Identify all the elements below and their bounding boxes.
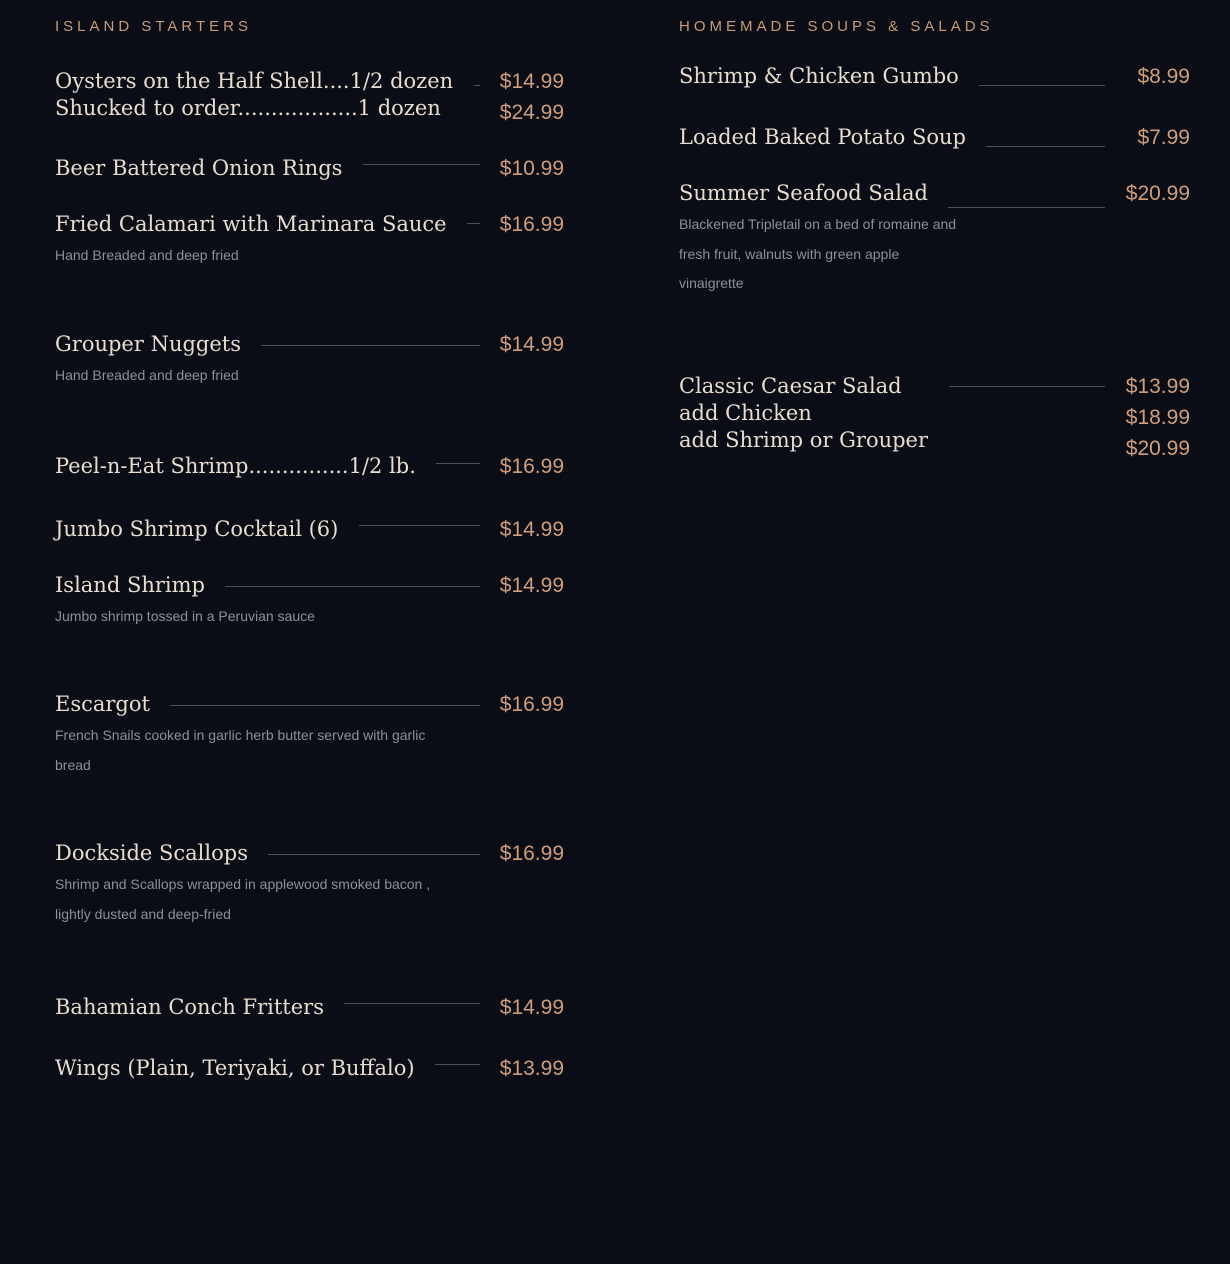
leader-line bbox=[363, 164, 480, 165]
menu-item-name-line: Loaded Baked Potato Soup bbox=[679, 125, 966, 149]
price-value: $8.99 bbox=[1137, 65, 1190, 88]
menu-item-name-line: Classic Caesar Salad bbox=[679, 374, 902, 398]
menu-item-name bbox=[679, 124, 966, 151]
menu-item-name-line: Escargot bbox=[55, 692, 150, 716]
price-value: $16.99 bbox=[499, 213, 564, 236]
menu-item-name bbox=[55, 994, 324, 1021]
leader-line bbox=[436, 463, 480, 464]
price-value: $14.99 bbox=[499, 574, 564, 597]
price-value: $14.99 bbox=[499, 70, 564, 93]
price-value: $7.99 bbox=[1137, 126, 1190, 149]
menu-item-description: Blackened Tripletail on a bed of romaine and fresh fruit, walnuts with green apple vinaigrette bbox=[679, 216, 957, 291]
leader-line bbox=[261, 345, 480, 346]
menu-item-name-line: Grouper Nuggets bbox=[55, 332, 241, 356]
price-value: $18.99 bbox=[1125, 406, 1190, 429]
menu-item-name bbox=[55, 155, 342, 182]
leader-line bbox=[467, 223, 480, 224]
menu-item-name-line: Oysters on the Half Shell....1/2 dozen bbox=[55, 69, 454, 93]
menu-item-name bbox=[55, 840, 248, 867]
menu-item-name-line: Bahamian Conch Fritters bbox=[55, 995, 324, 1019]
leader-line bbox=[986, 146, 1105, 147]
menu-item-price bbox=[500, 153, 564, 184]
leader-line bbox=[170, 705, 480, 706]
menu-item-name-line: Wings (Plain, Teriyaki, or Buffalo) bbox=[55, 1056, 415, 1080]
menu-item-price bbox=[1137, 122, 1190, 153]
menu-item-price bbox=[1126, 371, 1190, 464]
menu-item-price bbox=[500, 689, 564, 720]
menu-item-name-line: add Shrimp or Grouper bbox=[679, 428, 929, 452]
menu-item-price bbox=[1126, 178, 1190, 209]
leader-line bbox=[344, 1003, 480, 1004]
menu-item-price bbox=[500, 838, 564, 869]
menu-item-name-line: Fried Calamari with Marinara Sauce bbox=[55, 212, 447, 236]
price-value: $20.99 bbox=[1125, 437, 1190, 460]
menu-item-name-line: Peel-n-Eat Shrimp...............1/2 lb. bbox=[55, 454, 416, 478]
leader-line bbox=[979, 85, 1105, 86]
section-heading: HOMEMADE SOUPS & SALADS bbox=[679, 18, 994, 35]
menu-item-price bbox=[500, 1053, 564, 1084]
menu-item-price bbox=[500, 451, 564, 482]
leader-line bbox=[268, 854, 480, 855]
menu-item-name-line: add Chicken bbox=[679, 401, 812, 425]
menu-item-name-line: Shucked to order..................1 dozen bbox=[55, 96, 441, 120]
menu-item-name bbox=[55, 331, 241, 358]
price-value: $14.99 bbox=[499, 996, 564, 1019]
menu-item-name-line: Beer Battered Onion Rings bbox=[55, 156, 343, 180]
leader-line bbox=[435, 1064, 480, 1065]
price-value: $20.99 bbox=[1125, 182, 1190, 205]
leader-line bbox=[359, 525, 480, 526]
price-value: $16.99 bbox=[499, 455, 564, 478]
menu-item-name-line: Summer Seafood Salad bbox=[679, 181, 928, 205]
menu-item-name bbox=[55, 516, 338, 543]
menu-item-price bbox=[1137, 61, 1190, 92]
menu-item-description: French Snails cooked in garlic herb butter served with garlic bread bbox=[55, 727, 426, 773]
menu-item-description: Hand Breaded and deep fried bbox=[55, 247, 239, 263]
menu-item-name-line: Jumbo Shrimp Cocktail (6) bbox=[55, 517, 339, 541]
menu-item-name bbox=[679, 373, 928, 454]
menu-item-name bbox=[55, 211, 447, 238]
menu-item-name-line: Dockside Scallops bbox=[55, 841, 248, 865]
menu-item-name bbox=[55, 453, 416, 480]
price-value: $24.99 bbox=[499, 101, 564, 124]
section-heading: ISLAND STARTERS bbox=[55, 18, 252, 35]
menu-item-price bbox=[500, 570, 564, 601]
menu-item-price bbox=[500, 209, 564, 240]
menu-item-name bbox=[55, 691, 150, 718]
price-value: $13.99 bbox=[499, 1057, 564, 1080]
menu-item-description: Hand Breaded and deep fried bbox=[55, 367, 239, 383]
menu-item-description: Shrimp and Scallops wrapped in applewood smoked bacon , lightly dusted and deep-fried bbox=[55, 876, 431, 922]
menu-item-name bbox=[679, 63, 959, 90]
menu-item-price bbox=[500, 514, 564, 545]
price-value: $13.99 bbox=[1125, 375, 1190, 398]
leader-line bbox=[225, 586, 480, 587]
menu-item-name bbox=[679, 180, 928, 207]
price-value: $10.99 bbox=[499, 157, 564, 180]
menu-item-price bbox=[500, 992, 564, 1023]
price-value: $16.99 bbox=[499, 693, 564, 716]
menu-item-description: Jumbo shrimp tossed in a Peruvian sauce bbox=[55, 608, 315, 624]
menu-item-price bbox=[500, 329, 564, 360]
menu-item-name-line: Island Shrimp bbox=[55, 573, 205, 597]
leader-line bbox=[949, 386, 1105, 387]
price-value: $16.99 bbox=[499, 842, 564, 865]
menu-item-name bbox=[55, 68, 453, 122]
menu-item-name bbox=[55, 1055, 415, 1082]
menu-item-name-line: Shrimp & Chicken Gumbo bbox=[679, 64, 959, 88]
price-value: $14.99 bbox=[499, 333, 564, 356]
leader-line bbox=[474, 85, 480, 86]
leader-line bbox=[948, 207, 1105, 208]
menu-item-name bbox=[55, 572, 205, 599]
price-value: $14.99 bbox=[499, 518, 564, 541]
menu-item-price bbox=[500, 66, 564, 128]
